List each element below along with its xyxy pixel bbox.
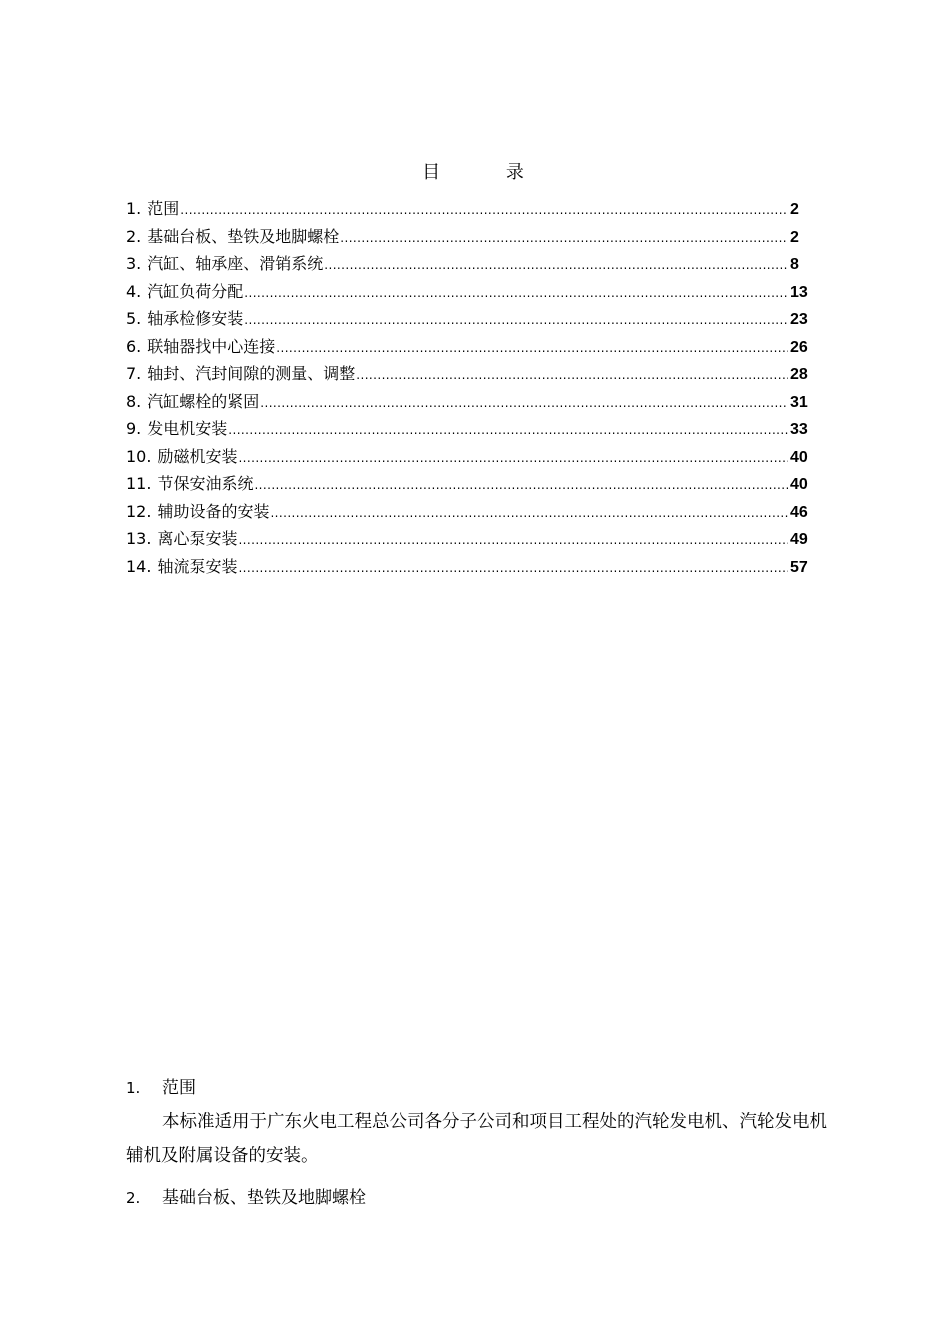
- toc-item-page: 31: [790, 393, 808, 411]
- toc-item-page: 2: [790, 201, 799, 218]
- toc-item-number: 7.: [126, 364, 142, 383]
- section-number: 1.: [126, 1079, 141, 1097]
- toc-item[interactable]: [126, 278, 818, 306]
- toc-item-page: 33: [790, 421, 808, 438]
- toc-item-label: 联轴器找中心连接: [147, 336, 276, 356]
- toc-item-number: 12.: [126, 501, 152, 521]
- section-title: 范围: [162, 1078, 196, 1098]
- toc-dot-leader: [228, 417, 788, 445]
- toc-item-label: 轴流泵安装: [157, 556, 238, 576]
- toc-item-number: 3.: [126, 254, 142, 273]
- toc-item[interactable]: [126, 388, 818, 416]
- toc-dot-leader: [276, 335, 788, 363]
- toc-item-label: 轴承检修安装: [147, 309, 244, 328]
- toc-item-label: 励磁机安装: [157, 446, 238, 466]
- section-paragraph: 本标准适用于广东火电工程总公司各分子公司和项目工程处的汽轮发电机、汽轮发电机辅机及附属设备的安装。: [126, 1112, 827, 1166]
- toc-dot-leader: [238, 555, 788, 583]
- toc-dot-leader: [254, 472, 788, 500]
- section-scope: [126, 1076, 838, 1173]
- toc-dot-leader: [356, 362, 788, 390]
- toc-item[interactable]: [126, 553, 818, 581]
- toc-item[interactable]: [126, 305, 818, 333]
- toc-item-number: 14.: [126, 556, 152, 576]
- section-heading: [126, 1076, 838, 1100]
- section-foundation: [126, 1186, 838, 1210]
- toc-item-number: 9.: [126, 419, 142, 438]
- toc-item-page: 40: [790, 448, 808, 466]
- toc-item[interactable]: [126, 498, 818, 526]
- toc-dot-leader: [238, 445, 788, 473]
- toc-item-page: 26: [790, 338, 808, 356]
- toc-item-number: 2.: [126, 226, 142, 246]
- toc-item-label: 范围: [147, 199, 180, 218]
- toc-title: 目 录: [422, 162, 554, 183]
- toc-item-number: 5.: [126, 309, 142, 328]
- toc-dot-leader: [180, 197, 788, 225]
- toc-item[interactable]: [126, 443, 818, 471]
- toc-item[interactable]: [126, 223, 818, 251]
- toc-item-page: 46: [790, 503, 808, 521]
- toc-item-number: 4.: [126, 281, 142, 301]
- toc-item-label: 汽缸负荷分配: [147, 281, 244, 301]
- toc-item-number: 8.: [126, 391, 142, 411]
- toc-dot-leader: [238, 527, 788, 555]
- section-title: 基础台板、垫铁及地脚螺栓: [162, 1188, 366, 1208]
- toc-dot-leader: [270, 500, 788, 528]
- toc-dot-leader: [324, 252, 788, 280]
- section-heading: [126, 1186, 838, 1210]
- toc-dot-leader: [340, 225, 788, 253]
- toc-item[interactable]: [126, 333, 818, 361]
- toc-item-label: 离心泵安装: [157, 529, 238, 548]
- toc-item[interactable]: [126, 195, 818, 223]
- toc-item-page: 23: [790, 311, 808, 328]
- table-of-contents: [126, 195, 818, 580]
- toc-item-number: 11.: [126, 474, 152, 493]
- toc-item-label: 汽缸、轴承座、滑销系统: [147, 254, 324, 273]
- toc-dot-leader: [244, 307, 788, 335]
- toc-item[interactable]: [126, 360, 818, 388]
- toc-item-label: 基础台板、垫铁及地脚螺栓: [147, 226, 340, 246]
- toc-item-page: 28: [790, 366, 808, 383]
- toc-item-page: 40: [790, 476, 808, 493]
- toc-item-number: 6.: [126, 336, 142, 356]
- toc-item-label: 汽缸螺栓的紧固: [147, 391, 260, 411]
- toc-item-page: 2: [790, 228, 799, 246]
- toc-item[interactable]: [126, 415, 818, 443]
- toc-item-label: 发电机安装: [147, 419, 228, 438]
- toc-item-page: 8: [790, 256, 799, 273]
- toc-dot-leader: [260, 390, 788, 418]
- toc-item[interactable]: [126, 250, 818, 278]
- toc-item-label: 轴封、汽封间隙的测量、调整: [147, 364, 356, 383]
- toc-item-number: 13.: [126, 529, 152, 548]
- toc-item-page: 49: [790, 531, 808, 548]
- section-number: 2.: [126, 1189, 141, 1207]
- toc-item[interactable]: [126, 525, 818, 553]
- toc-item-page: 57: [790, 558, 808, 576]
- toc-item-number: 10.: [126, 446, 152, 466]
- toc-item-label: 辅助设备的安装: [157, 501, 270, 521]
- toc-item[interactable]: [126, 470, 818, 498]
- toc-item-page: 13: [790, 283, 808, 301]
- toc-item-number: 1.: [126, 199, 142, 218]
- toc-dot-leader: [244, 280, 788, 308]
- toc-item-label: 节保安油系统: [157, 474, 254, 493]
